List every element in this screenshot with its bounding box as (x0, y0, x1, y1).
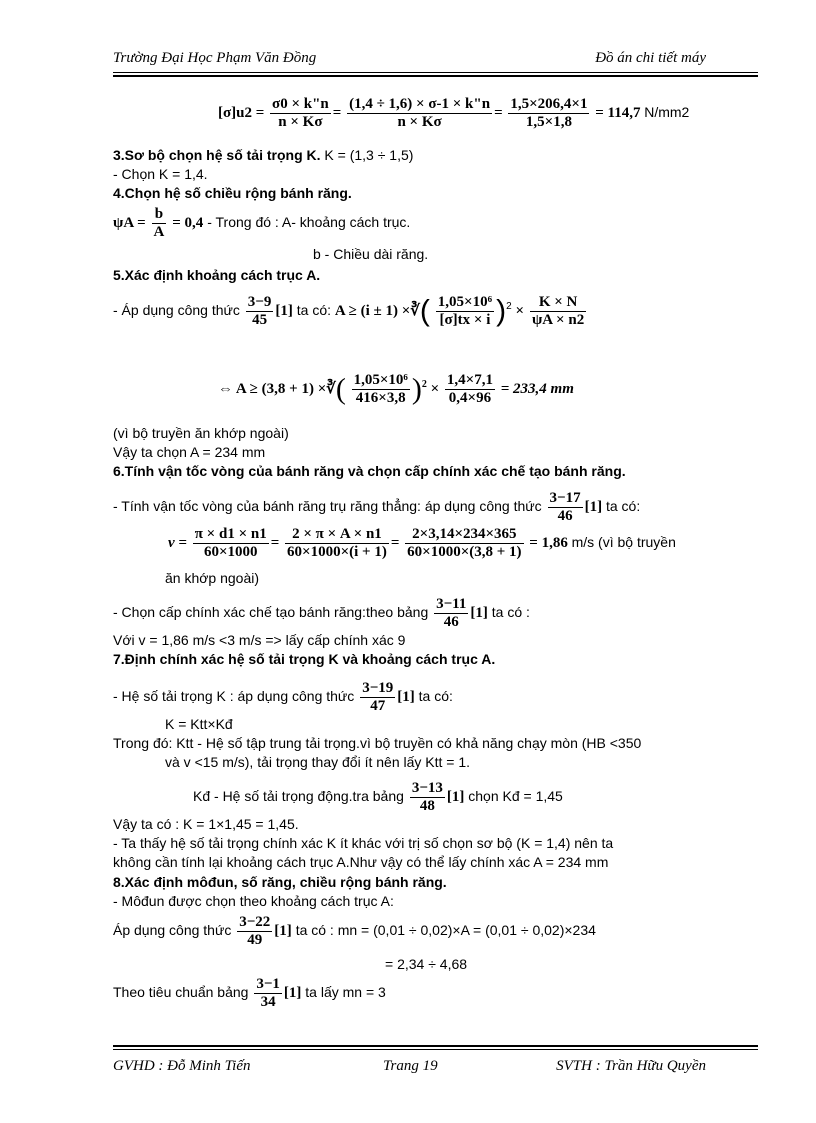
section-5-note: (vì bộ truyền ăn khớp ngoài) (113, 425, 289, 441)
section-7-line6: Vậy ta có : K = 1×1,45 = 1,45. (113, 816, 299, 832)
header-rule (113, 72, 758, 73)
section-6-formula: v = $\frac{\pi \times d1 \times n1}{60\times 1000}$ = $\frac{2 \times \pi \times A \times n1}{60\times 1000\times(i + 1)}$ = $\frac{2\times 3,14\times 234\times 365}{60\times 1000\times(3,8 + 1)}$ = 1,86 m/s (vì bộ truyền (168, 526, 676, 560)
section-6-note: ăn khớp ngoài) (165, 570, 260, 586)
section-8-line2: Áp dụng công thức $\frac{3-22}{49}$ [1] ta có : mn = (0,01 ÷ 0,02)×A = (0,01 ÷ 0,02)×234 (113, 914, 596, 948)
section-6-line4: Với v = 1,86 m/s <3 m/s => lấy cấp chính xác 9 (113, 632, 406, 648)
section-7-line4: và v <15 m/s), tải trọng thay đổi ít nên lấy Ktt = 1. (165, 754, 471, 770)
section-5-result: Vậy ta chọn A = 234 mm (113, 444, 266, 460)
section-6-line3: - Chọn cấp chính xác chế tạo bánh răng:theo bảng $\frac{3-11}{46}$ [1] ta có : (113, 596, 530, 630)
footer-rule-thick (113, 1045, 758, 1047)
section-8-line3: = 2,34 ÷ 4,68 (385, 956, 468, 972)
section-5-title: 5.Xác định khoảng cách trục A. (113, 267, 321, 283)
section-3-line: - Chọn K = 1,4. (113, 166, 208, 182)
section-8-title: 8.Xác định môđun, số răng, chiều rộng bánh răng. (113, 874, 447, 890)
section-7-line5: Kđ - Hệ số tải trọng động.tra bảng $\frac{3-13}{48}$ [1] chọn Kđ = 1,45 (193, 780, 563, 814)
section-7-line1: - Hệ số tải trọng K : áp dụng công thức $\frac{3-19}{47}$ [1] ta có: (113, 680, 453, 714)
section-6-title: 6.Tính vận tốc vòng của bánh răng và chọn cấp chính xác chế tạo bánh răng. (113, 463, 626, 479)
section-4-note: b - Chiều dài răng. (313, 246, 429, 262)
section-5-formula: - Áp dụng công thức $\frac{3-9}{45}$ [1] ta có: A ≥ (i ± 1) ×∛( $\frac{\text{1,05×10⁶}}{[\sigma]tx \times i}$ )$^2$ × $\frac{K \times N}{\psi A \times n2}$ (113, 294, 585, 328)
section-3-title: 3.Sơ bộ chọn hệ số tải trọng K. K = (1,3 ÷ 1,5) (113, 147, 414, 163)
header-rule-thick (113, 75, 758, 77)
footer-rule (113, 1049, 758, 1050)
section-7-line8: không cần tính lại khoảng cách trục A.Như vậy có thể lấy chính xác A = 234 mm (113, 854, 609, 870)
section-7-line7: - Ta thấy hệ số tải trọng chính xác K ít khác với trị số chọn sơ bộ (K = 1,4) nên ta (113, 835, 614, 851)
footer-page-number: Trang 19 (383, 1058, 438, 1074)
section-4-title: 4.Chọn hệ số chiều rộng bánh răng. (113, 185, 352, 201)
section-6-line1: - Tính vận tốc vòng của bánh răng trụ răng thẳng: áp dụng công thức $\frac{3-17}{46}$ [1] ta có: (113, 490, 641, 524)
section-5-calculation: ⇔ A ≥ (3,8 + 1) ×∛( $\frac{\text{1,05×10⁶}}{416\times 3,8}$ )$^2$ × $\frac{1,4\times 7,1}{0,4\times 96}$ = 233,4 mm (218, 372, 574, 406)
section-7-line3: Trong đó: Ktt - Hệ số tập trung tải trọng.vì bộ truyền có khả năng chạy mòn (HB <350 (113, 735, 642, 751)
header-subject: Đồ án chi tiết máy (595, 50, 706, 66)
equation-sigma: [σ]u2 = $\frac{\sigma 0 \times k"n}{n \times K\sigma}$ = $\frac{(1,4 \div 1,6) \times \sigma-1 \times k"n}{n \times K\sigma}$ = $\frac{1,5\times 206,4\times 1}{1,5\times 1,8}$ = 114,7 N/mm2 (218, 96, 690, 130)
section-8-line4: Theo tiêu chuẩn bảng $\frac{3-1}{34}$ [1] ta lấy mn = 3 (113, 976, 386, 1010)
section-7-line2: K = Ktt×Kđ (165, 716, 233, 732)
section-7-title: 7.Định chính xác hệ số tải trọng K và khoảng cách trục A. (113, 651, 496, 667)
section-4-formula: ψA = $\frac{b}{A}$ = 0,4 - Trong đó : A- khoảng cách trục. (113, 206, 411, 240)
footer-instructor: GVHD : Đỗ Minh Tiến (113, 1058, 251, 1074)
footer-student: SVTH : Trần Hữu Quyền (556, 1058, 706, 1074)
section-8-line1: - Môđun được chọn theo khoảng cách trục A: (113, 893, 394, 909)
header-school: Trường Đại Học Phạm Văn Đồng (113, 50, 317, 66)
